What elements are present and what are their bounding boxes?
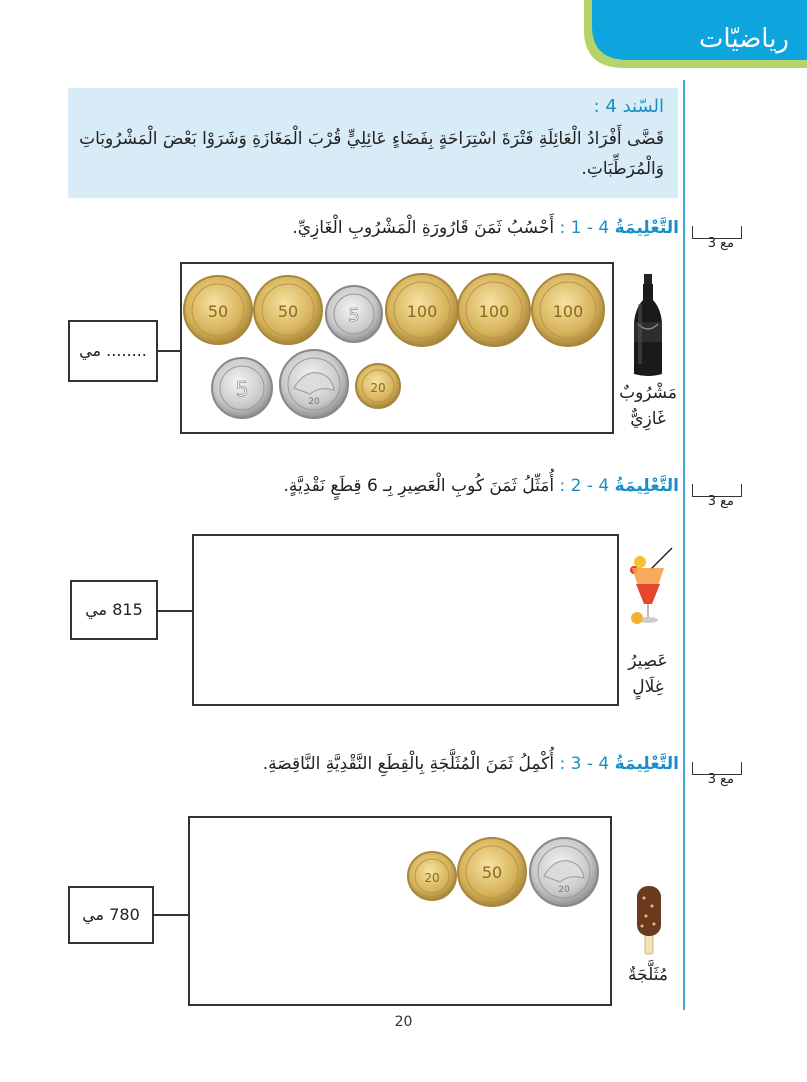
coin-20-silver-icon xyxy=(530,838,598,906)
svg-text:20: 20 xyxy=(308,397,320,407)
svg-text:100: 100 xyxy=(552,302,584,321)
coin-100-icon xyxy=(386,274,458,346)
coins-set-3 xyxy=(190,818,610,1004)
coins-frame-1 xyxy=(180,262,614,434)
connector-line-2 xyxy=(158,610,192,612)
item-label-ice-cream: مُثَلَّجَةٌ xyxy=(628,965,668,985)
item-label-soda xyxy=(612,380,684,432)
coin-20-gold-icon xyxy=(408,852,456,900)
svg-text:20: 20 xyxy=(558,885,570,895)
connector-line-3 xyxy=(154,914,188,916)
item-label-juice xyxy=(612,648,684,700)
answer-box-1[interactable]: ........ مي xyxy=(68,320,158,382)
instruction-1-score xyxy=(692,226,740,251)
instruction-1-label: التَّعْلِيمَةُ xyxy=(614,218,679,238)
coin-100-icon xyxy=(532,274,604,346)
coin-20-silver-icon xyxy=(280,350,348,418)
document-box xyxy=(68,88,678,198)
svg-text:50: 50 xyxy=(277,302,299,321)
coin-50-icon xyxy=(458,838,526,906)
svg-text:5: 5 xyxy=(235,377,249,401)
instruction-2-number: 4 - 2 : xyxy=(559,476,610,496)
instruction-1-number: 4 - 1 : xyxy=(559,218,610,238)
ice-cream-icon xyxy=(634,884,664,956)
svg-text:50: 50 xyxy=(207,302,229,321)
instruction-3-label: التَّعْلِيمَةُ xyxy=(614,754,679,774)
drawing-frame-2[interactable] xyxy=(192,534,619,706)
item-label-soda-line2: غَازِيٌّ xyxy=(630,409,666,429)
instruction-2-label: التَّعْلِيمَةُ xyxy=(614,476,679,496)
svg-text:100: 100 xyxy=(478,302,510,321)
instruction-3-score xyxy=(692,762,740,787)
svg-text:50: 50 xyxy=(481,863,503,882)
item-label-juice-line2: غِلَالٍ xyxy=(632,677,664,697)
juice-glass-icon xyxy=(624,544,680,628)
coins-set-1 xyxy=(182,264,612,432)
instruction-2-score xyxy=(692,484,740,509)
connector-line-1 xyxy=(158,350,180,352)
coin-50-icon xyxy=(184,276,252,344)
svg-text:5: 5 xyxy=(348,305,360,326)
svg-text:100: 100 xyxy=(406,302,438,321)
document-title: السّند 4 : xyxy=(593,96,664,117)
coin-100-icon xyxy=(458,274,530,346)
instruction-1-text: أَحْسُبُ ثَمَنَ قَارُورَةِ الْمَشْرُوبِ الْغَازِيِّ. xyxy=(292,218,555,238)
score-label: مع 3 xyxy=(707,772,734,787)
svg-text:20: 20 xyxy=(370,381,386,395)
coins-frame-3[interactable] xyxy=(188,816,612,1006)
instruction-3-header xyxy=(263,754,679,774)
instruction-2-text: أُمَثِّلُ ثَمَنَ كُوبِ الْعَصِيرِ بِـ 6 قِطَعٍ نَقْدِيَّةٍ. xyxy=(283,476,555,496)
coin-5-icon xyxy=(212,358,272,418)
margin-rule xyxy=(683,80,685,1010)
score-label: مع 3 xyxy=(707,236,734,251)
item-label-juice-line1: عَصِيرُ xyxy=(628,651,668,671)
coin-50-icon xyxy=(254,276,322,344)
answer-box-3: 780 مي xyxy=(68,886,154,944)
instruction-3-text: أُكْمِلُ ثَمَنَ الْمُثَلَّجَةِ بِالْقِطَعِ النَّقْدِيَّةِ النَّاقِصَةِ. xyxy=(262,754,555,774)
score-label: مع 3 xyxy=(707,494,734,509)
instruction-1-header xyxy=(292,218,679,238)
document-text: قَضَّى أَفْرَادُ الْعَائِلَةِ فَتْرَةَ اسْتِرَاحَةٍ بِفَضَاءٍ عَائِلِيٍّ قُرْبَ الْمَغَازَةِ وَشَرَوْا بَعْضَ الْمَشْرُوبَاتِ وَالْمُرَطِّبَاتِ. xyxy=(79,129,664,179)
coin-5-icon xyxy=(326,286,382,342)
svg-text:20: 20 xyxy=(424,871,440,885)
soda-bottle-icon xyxy=(630,270,666,378)
page-number: 20 xyxy=(394,1014,413,1030)
answer-box-2: 815 مي xyxy=(70,580,158,640)
instruction-2-header xyxy=(284,476,679,496)
coin-20-gold-icon xyxy=(356,364,400,408)
instruction-3-number: 4 - 3 : xyxy=(559,754,610,774)
page-subject-title: رياضيّات xyxy=(698,24,789,54)
item-label-soda-line1: مَشْرُوبٌ xyxy=(619,383,677,403)
